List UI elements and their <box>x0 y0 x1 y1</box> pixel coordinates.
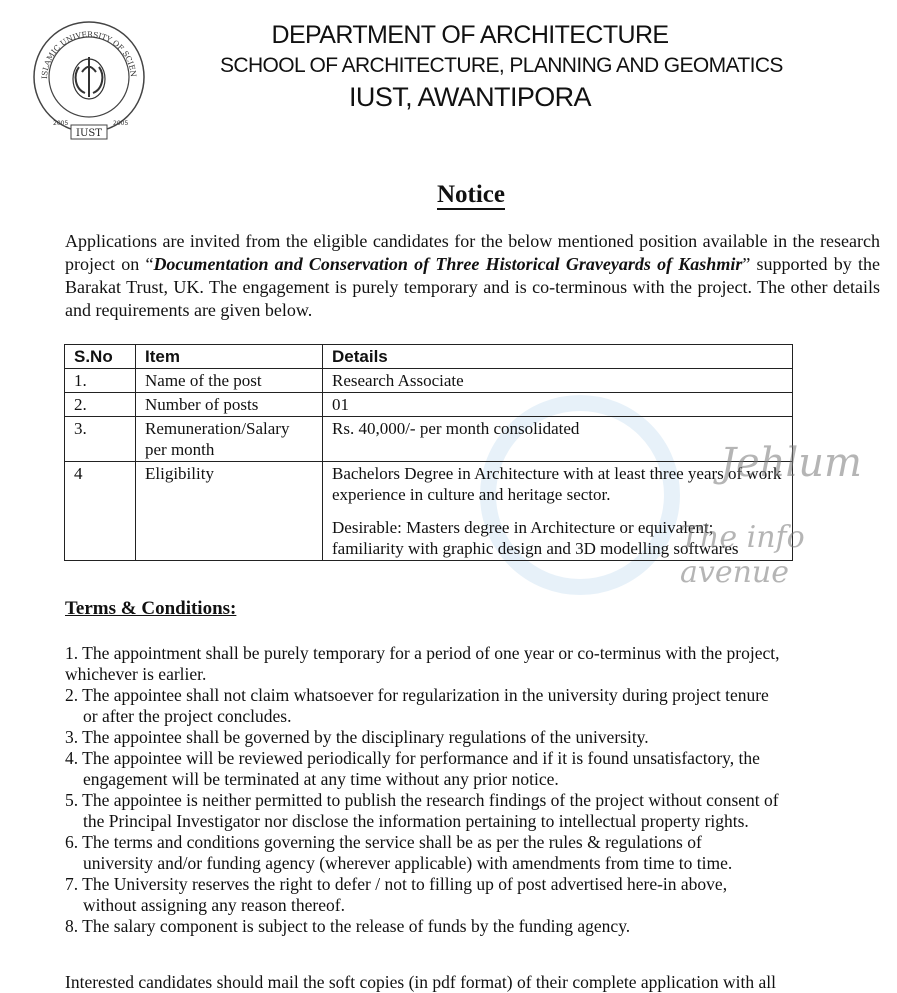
department-title: DEPARTMENT OF ARCHITECTURE <box>271 21 669 49</box>
table-row: 3. Remuneration/Salary per month Rs. 40,000/- per month consolidated <box>65 417 793 462</box>
eligibility-desirable: Desirable: Masters degree in Architecture or equivalent; familiarity with graphic design and 3D modelling softwares <box>332 518 739 558</box>
svg-text:IUST: IUST <box>76 128 102 139</box>
header-sno: S.No <box>65 345 136 369</box>
table-row: 1. Name of the post Research Associate <box>65 369 793 393</box>
seal-graphic <box>27 17 152 142</box>
notice-title: Notice <box>436 181 506 208</box>
intro-paragraph: Applications are invited from the eligible candidates for the below mentioned position available in the research project on “Documentation and Conservation of Three Historical Graveyards of Kashmir” supported by the Barakat Trust, UK. The engagement is purely temporary and is co-terminous with the project. The other details and requirements are given below. <box>65 231 880 320</box>
list-item: 6. The terms and conditions governing the service shall be as per the rules & regulations of university and/or funding agency (wherever applicable) with amendments from time to time. <box>65 832 733 873</box>
header-details: Details <box>323 345 793 369</box>
table-row: 4 Eligibility Bachelors Degree in Architecture with at least three years of work experience in culture and heritage sector. Desirable: Masters degree in Architecture or equivalent; familiarity with graphic design and 3D modelling softwares <box>65 462 793 561</box>
truncated-footer-text: Interested candidates should mail the soft copies (in pdf format) of their complete application with all <box>65 972 776 992</box>
list-item: 8. The salary component is subject to the release of funds by the funding agency. <box>65 916 631 936</box>
list-item: 1. The appointment shall be purely temporary for a period of one year or co-terminus with the project, whichever is earlier. <box>65 643 780 684</box>
svg-text:2005: 2005 <box>53 120 69 127</box>
list-item: 5. The appointee is neither permitted to publish the research findings of the project without consent of the Principal Investigator nor disclose the information pertaining to intellectual property rights. <box>65 790 779 831</box>
university-location: IUST, AWANTIPORA <box>349 82 591 112</box>
list-item: 4. The appointee will be reviewed periodically for performance and if it is found unsatisfactory, the engagement will be terminated at any time without any prior notice. <box>65 748 760 789</box>
list-item: 2. The appointee shall not claim whatsoever for regularization in the university during project tenure or after the project concludes. <box>65 685 769 726</box>
table-row: 2. Number of posts 01 <box>65 393 793 417</box>
university-seal-icon <box>27 17 152 142</box>
svg-text:2005: 2005 <box>113 120 129 127</box>
list-item: 7. The University reserves the right to defer / not to filling up of post advertised here-in above, without assigning any reason thereof. <box>65 874 728 915</box>
list-item: 3. The appointee shall be governed by the disciplinary regulations of the university. <box>65 727 649 747</box>
header-item: Item <box>136 345 323 369</box>
terms-list <box>65 643 865 937</box>
watermark-text: Jehlum <box>720 440 862 486</box>
project-title: Documentation and Conservation of Three Historical Graveyards of Kashmir <box>153 254 743 274</box>
eligibility-required: Bachelors Degree in Architecture with at least three years of work experience in culture and heritage sector. <box>332 464 782 504</box>
school-title: SCHOOL OF ARCHITECTURE, PLANNING AND GEOMATICS <box>220 54 783 77</box>
seal-ring-text: ISLAMIC UNIVERSITY OF SCIEN <box>39 29 139 80</box>
terms-heading: Terms & Conditions: <box>65 598 237 619</box>
watermark-subtext: The info avenue <box>680 520 805 590</box>
table-header-row <box>65 345 793 369</box>
